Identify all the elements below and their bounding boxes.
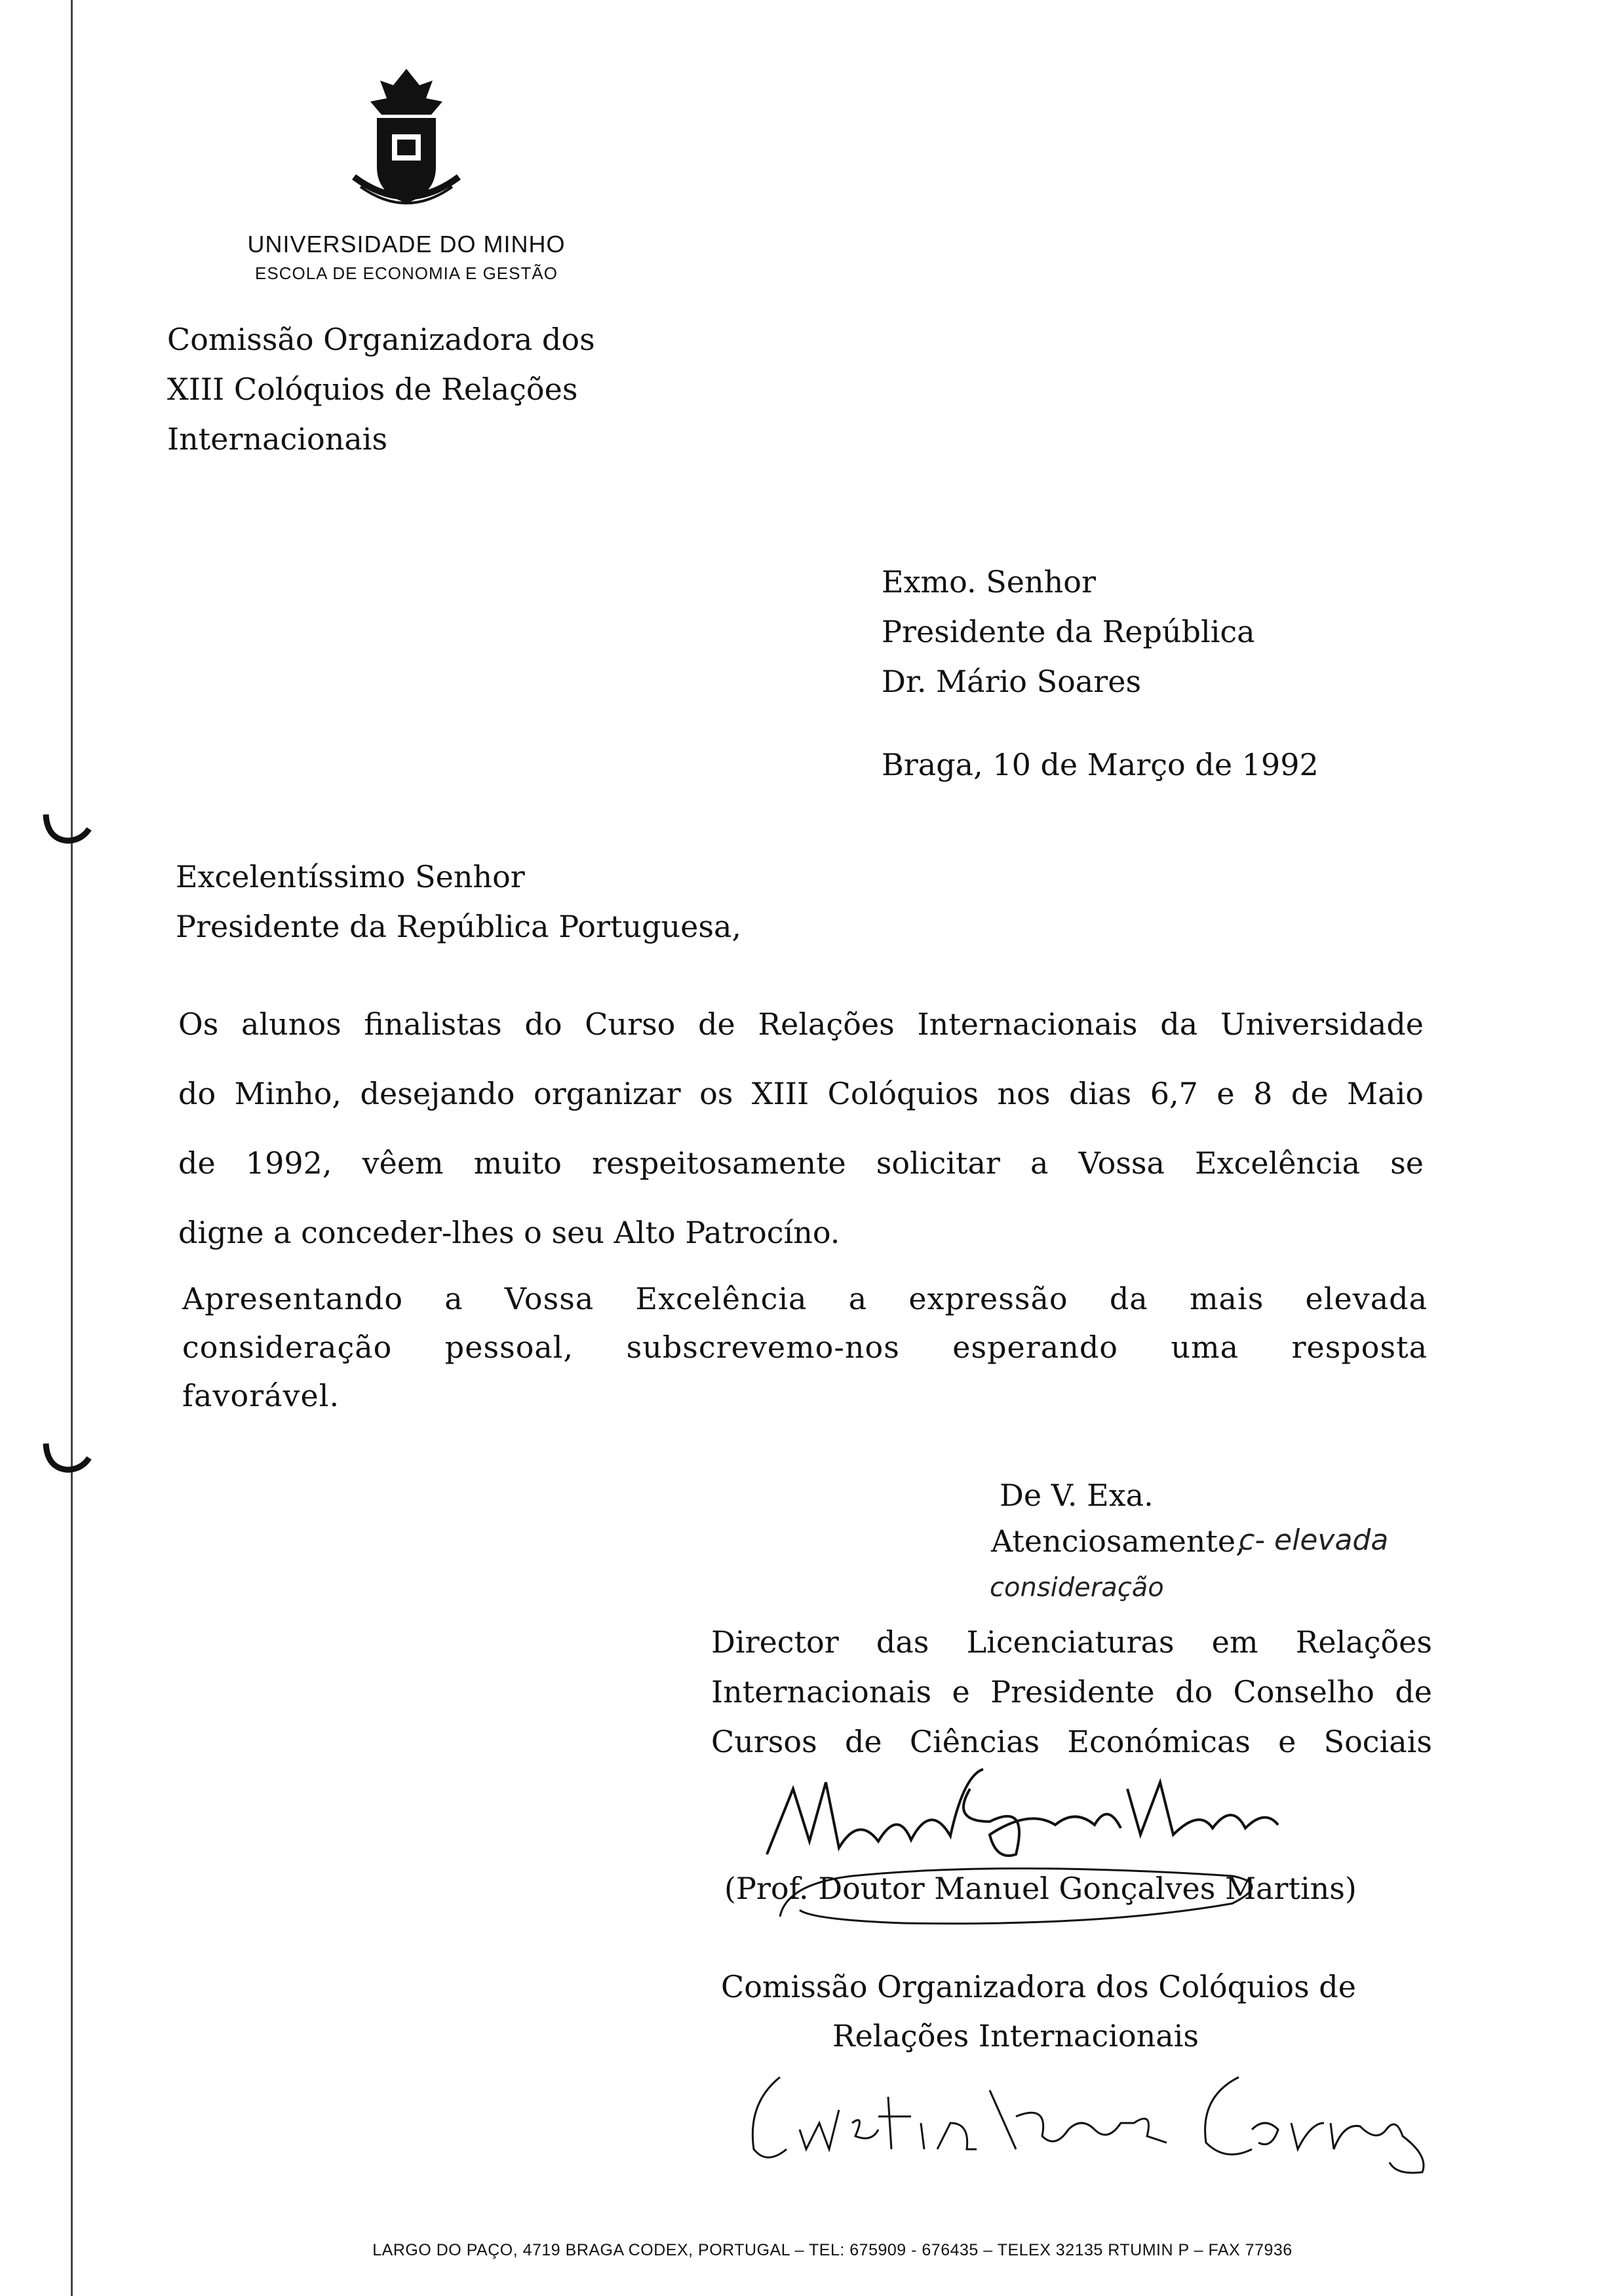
signatory-title-line: Cursos de Ciências Económicas e Sociais [711, 1724, 1432, 1759]
committee-signature-title: Comissão Organizadora dos Colóquios de [721, 1969, 1356, 2004]
addressee-line: Exmo. Senhor [882, 564, 1096, 600]
closing-line: De V. Exa. [1000, 1478, 1154, 1513]
handwritten-note: consideração [990, 1573, 1164, 1603]
committee-signature-title: Relações Internacionais [832, 2018, 1199, 2054]
director-signature [754, 1763, 1291, 1861]
body-line: Os alunos finalistas do Curso de Relações Internacionais da Universidade [178, 1006, 1424, 1042]
body-line: Apresentando a Vossa Excelência a expressão da mais elevada [182, 1281, 1428, 1316]
handwritten-note: c- elevada [1239, 1523, 1389, 1557]
committee-line: Comissão Organizadora dos [167, 322, 595, 357]
binder-hook-icon [41, 1438, 93, 1478]
addressee-line: Presidente da República [882, 614, 1255, 649]
binder-edge-line [71, 0, 73, 2296]
addressee-block [882, 557, 1255, 706]
signatory-name: (Prof. Doutor Manuel Gonçalves Martins) [724, 1871, 1357, 1906]
body-line: digne a conceder-lhes o seu Alto Patrocíno. [178, 1215, 840, 1250]
school-name: ESCOLA DE ECONOMIA E GESTÃO [255, 263, 558, 283]
salutation-line: Presidente da República Portuguesa, [176, 909, 742, 944]
university-crest-icon [341, 62, 472, 213]
committee-line: XIII Colóquios de Relações [167, 372, 578, 407]
committee-signature [741, 2051, 1449, 2175]
body-line: favorável. [182, 1378, 340, 1413]
committee-line: Internacionais [167, 421, 388, 457]
body-line: consideração pessoal, subscrevemo-nos esperando uma resposta [182, 1330, 1428, 1365]
university-name: UNIVERSIDADE DO MINHO [247, 231, 566, 258]
sender-committee [167, 315, 595, 464]
footer-address: LARGO DO PAÇO, 4719 BRAGA CODEX, PORTUGAL – TEL: 675909 - 676435 – TELEX 32135 RTUMIN P – FAX 77936 [372, 2241, 1293, 2259]
binder-hook-icon [41, 809, 93, 849]
salutation-line: Excelentíssimo Senhor [176, 859, 525, 894]
letter-date: Braga, 10 de Março de 1992 [882, 747, 1319, 782]
salutation [176, 852, 741, 951]
body-paragraph-1 [178, 989, 1424, 1267]
addressee-line: Dr. Mário Soares [882, 664, 1142, 699]
signatory-title-line: Internacionais e Presidente do Conselho de [711, 1674, 1432, 1710]
body-paragraph-2 [182, 1274, 1428, 1420]
signatory-title-line: Director das Licenciaturas em Relações [711, 1624, 1432, 1660]
body-line: do Minho, desejando organizar os XIII Colóquios nos dias 6,7 e 8 de Maio [178, 1076, 1424, 1111]
closing-line: Atenciosamente, [991, 1523, 1245, 1559]
body-line: de 1992, vêem muito respeitosamente solicitar a Vossa Excelência se [178, 1145, 1424, 1181]
signatory-title [711, 1617, 1432, 1767]
